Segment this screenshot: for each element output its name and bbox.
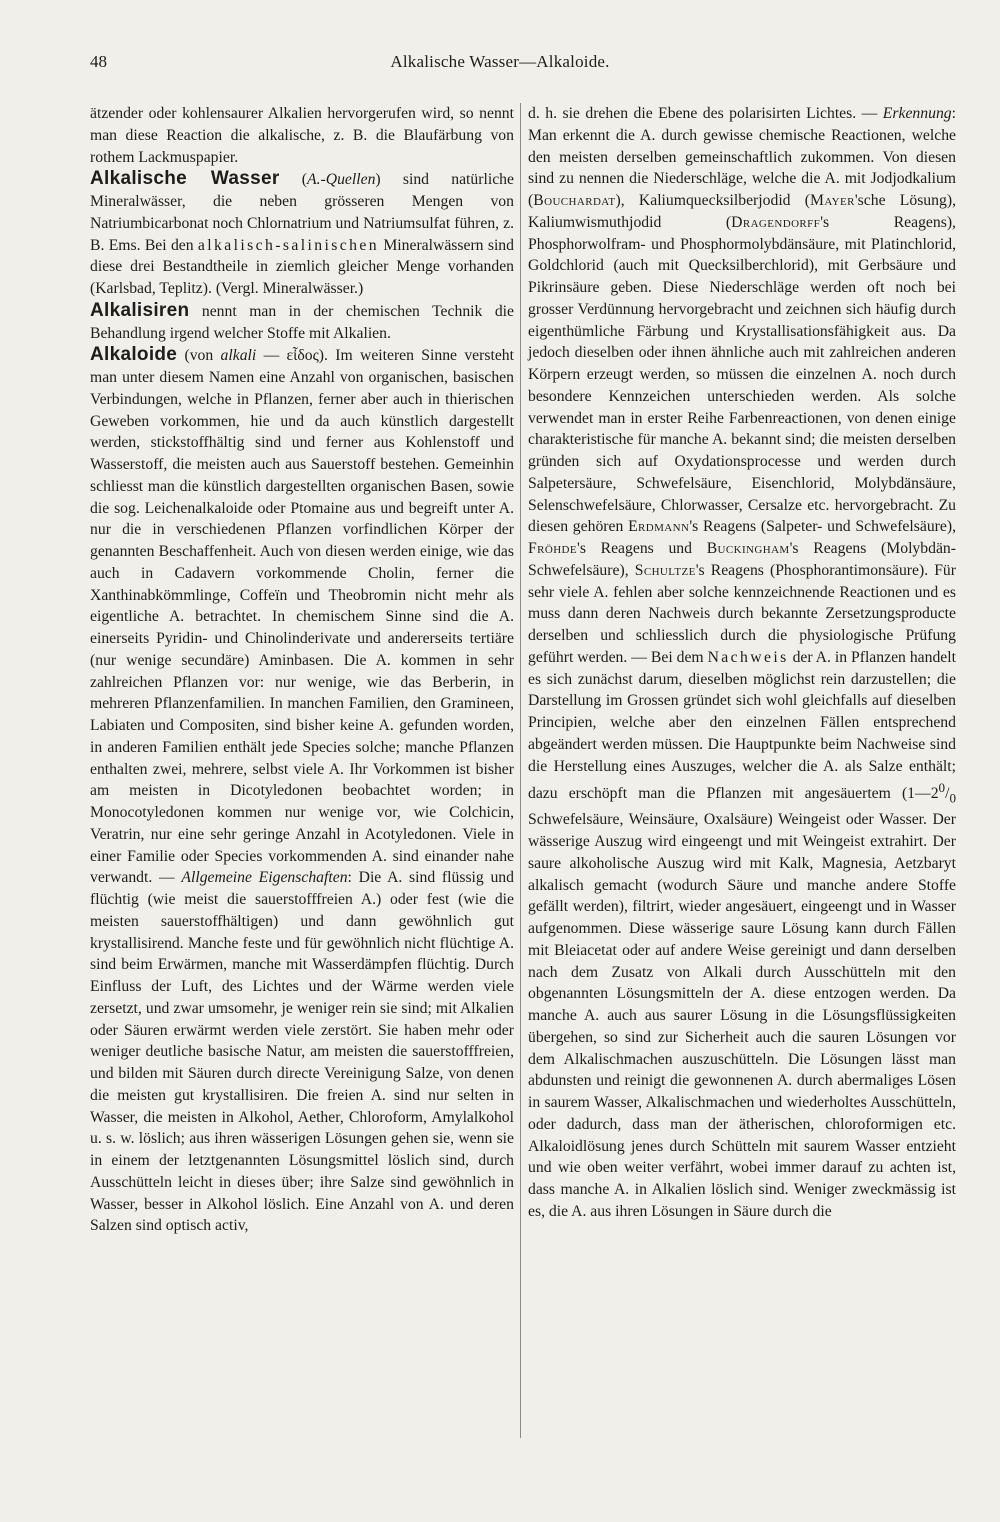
entry-alkalisiren: Alkalisiren nennt man in der chemischen Technik die Behandlung irgend welcher Stoffe mit Alkalien. — [90, 299, 514, 342]
person-name: Fröhde — [528, 540, 578, 557]
headword: Alkaloide — [90, 344, 178, 366]
headword: Alkalisiren — [90, 299, 190, 321]
entry-alkalische-wasser: Alkalische Wasser (A.-Quellen) sind natürliche Mineralwässer, die neben grösseren Mengen von Natriumbicarbonat noch Chlornatrium und Natriumsulfat führen, z. B. Ems. Bei den alkalisch-salinischen Mineralwässern sind diese drei Bestandtheile in ziemlich gleicher Menge vorhanden (Karlsbad, Teplitz). (Vergl. Mineralwässer.) — [90, 168, 514, 297]
person-name: Buckingham — [706, 540, 790, 557]
right-column — [528, 103, 956, 1223]
intro-paragraph: ätzender oder kohlensaurer Alkalien hervorgerufen wird, so nennt man diese Reaction die alkalische, z. B. die Blaufärbung von rothem Lackmuspapier. — [90, 105, 514, 166]
entry-alkaloide: Alkaloide (von alkali — εἶδος). Im weiteren Sinne versteht man unter diesem Namen eine Anzahl von organischen, basischen Verbindungen, welche in Pflanzen, ferner aber auch in thierischen Geweben vorkommen, hie und da auch künstlich dargestellt werden, stickstoffhältig sind und ferner aus Kohlenstoff und Wasserstoff, die meisten auch aus Sauerstoff bestehen. Gemeinhin schliesst man die künstlich dargestellten organischen Basen, sowie die sog. Leichenalkaloide oder Ptomaine aus und begreift unter A. nur die in verschiedenen Pflanzen vorfindlichen Körper der genannten Beschaffenheit. Auch von diesen werden einige, wie das auch in Cadavern vorkommende Cholin, ferner die Xanthinabkömmlinge, Coffeïn und Theobromin nicht mehr als eigentliche A. betrachtet. In chemischem Sinne sind die A. einerseits Pyridin- und Chinolinderivate und andererseits tertiäre (nur wenige secundäre) Aminbasen. Die A. kommen in sehr zahlreichen Pflanzen vor: nur wenige, wie das Berberin, in mehreren Pflanzenfamilien. In manchen Familien, den Gramineen, Labiaten und Compositen, sind bisher keine A. gefunden worden, in anderen Familien enthält jede Species solche; manche Pflanzen enthalten zwei, mehrere, selbst viele A. Ihr Vorkommen ist bisher am meisten in Dicotyledonen beobachtet worden; in Monocotyledonen kommen nur wenige vor, wie Colchicin, Veratrin, nur eine sehr geringe Anzahl in Acotyledonen. Viele in einer Familie oder Species vorkommenden A. sind einander nahe verwandt. — Allgemeine Eigenschaften: Die A. sind flüssig und flüchtig (wie meist die sauerstofffreien A.) oder fest (wie die meisten sauerstoffhältigen) und dann gewöhnlich gut krystallisirend. Manche feste und für gewöhnlich nicht flüchtige A. sind beim Erwärmen, manche mit Wasserdämpfen flüchtig. Durch Einfluss der Luft, des Lichtes und der Wärme werden viele zersetzt, und zwar umsomehr, je weniger rein sie sind; mit Alkalien oder Säuren erwärmt werden viele zerstört. Sie haben mehr oder weniger deutliche basische Natur, am meisten die sauerstofffreien, und bilden mit Säuren durch directe Vereinigung Salze, von denen die meisten gut krystallisiren. Die freien A. sind nur selten in Wasser, die meisten in Alkohol, Aether, Chloroform, Amylalkohol u. s. w. löslich; aus ihren wässerigen Lösungen gehen sie, wenn sie in einem der letztgenannten Lösungsmittel löslich sind, durch Ausschütteln leicht in dieses über; ihre Salze sind gewöhnlich in Wasser, besser in Alkohol löslich. Eine Anzahl von A. und deren Salzen sind optisch activ, — [90, 344, 514, 1235]
left-column — [90, 103, 514, 1237]
column-divider — [520, 103, 521, 1438]
running-title: Alkalische Wasser—Alkaloide. — [390, 52, 610, 71]
person-name: Dragendorff — [731, 213, 821, 231]
person-name: Schultze — [634, 561, 696, 579]
page-number: 48 — [90, 52, 107, 71]
person-name: Erdmann — [628, 518, 690, 536]
person-name: Bouchardat — [533, 192, 616, 209]
headword: Alkalische Wasser — [90, 168, 280, 190]
person-name: Mayer — [809, 192, 855, 209]
entry-alkaloide-continued: d. h. sie drehen die Ebene des polarisirten Lichtes. — Erkennung: Man erkennt die A. durch gewisse chemische Reactionen, welche den meisten derselben gemeinschaftlich zukommen. Von diesen sind zu nennen die Niederschläge, welche die A. mit Jodjodkalium (Bouchardat), Kaliumquecksilberjodid (Mayer'sche Lösung), Kaliumwismuthjodid (Dragendorff's Reagens), Phosphorwolfram- und Phosphormolybdänsäure, mit Platinchlorid, Goldchlorid (auch mit Quecksilberchlorid), mit Gerbsäure und Pikrinsäure geben. Diese Niederschläge werden oft noch bei grosser Verdünnung hervorgebracht und zeichnen sich häufig durch eigenthümliche Färbung und Krystallisationsfähigkeit aus. Da jedoch dieselben oder ihnen ähnliche auch mit zahlreichen anderen Körpern erzeugt werden, so müssen die einzelnen A. noch durch besondere Kennzeichen unterschieden werden. Als solche verwendet man in erster Reihe Farbenreactionen, von denen einige charakteristische für manche A. bekannt sind; die meisten derselben gründen sich auf Oxydationsprocesse und werden durch Salpetersäure, Schwefelsäure, Eisenchlorid, Molybdänsäure, Selenschwefelsäure, Chlorwasser, Cersalze etc. hervorgebracht. Zu diesen gehören Erdmann's Reagens (Salpeter- und Schwefelsäure), Fröhde's Reagens und Buckingham's Reagens (Molybdän-Schwefelsäure), Schultze's Reagens (Phosphorantimonsäure). Für sehr viele A. fehlen aber solche kennzeichnende Reactionen und es muss dann deren Nachweis durch bekannte Zersetzungsproducte derselben und schliesslich durch die physiologische Prüfung geführt werden. — Bei dem Nachweis der A. in Pflanzen handelt es sich zunächst darum, dieselben möglichst rein darzustellen; die Darstellung im Grossen gründet sich wohl gleichfalls auf dieselben Principien, welche aber den einzelnen Fällen entsprechend abgeändert werden müssen. Die Hauptpunkte beim Nachweise sind die Herstellung eines Auszuges, welcher die A. als Salze enthält; dazu erschöpft man die Pflanzen mit angesäuertem ($1—2^0/_0$ Schwefelsäure, Weinsäure, Oxalsäure) Weingeist oder Wasser. Der wässerige Auszug wird eingeengt und mit Weingeist extrahirt. Der saure alkoholische Auszug wird mit Kalk, Magnesia, Aetzbaryt alkalisch gemacht (wodurch Säure und manche andere Stoffe gefällt werden), filtrirt, wieder angesäuert, eingeengt und in Wasser aufgenommen. Diese wässerige saure Lösung kann durch Fällen mit Bleiacetat oder auf andere Weise gereinigt und dann derselben nach dem Zusatz von Alkali durch Ausschütteln mit den obgenannten Lösungsmitteln der A. diese entzogen werden. Da manche A. auch aus saurer Lösung in die Lösungsflüssigkeiten übergehen, so sind zur Sicherheit auch die sauren Lösungen vor dem Alkalischmachen auszuschütteln. Die Lösungen lässt man abdunsten und reinigt die gewonnenen A. durch abermaliges Lösen in saurem Wasser, Alkalischmachen und wiederholtes Ausschütteln, oder dadurch, dass man der ätherischen, chloroformigen etc. Alkaloidlösung jenes durch Schütteln mit saurem Wasser entzieht und wie oben weiter verfährt, wobei immer darauf zu achten ist, dass manche A. in Alkalien löslich sind. Weniger zweckmässig ist es, die A. aus ihren Lösungen in Säure durch die — [528, 105, 956, 1220]
